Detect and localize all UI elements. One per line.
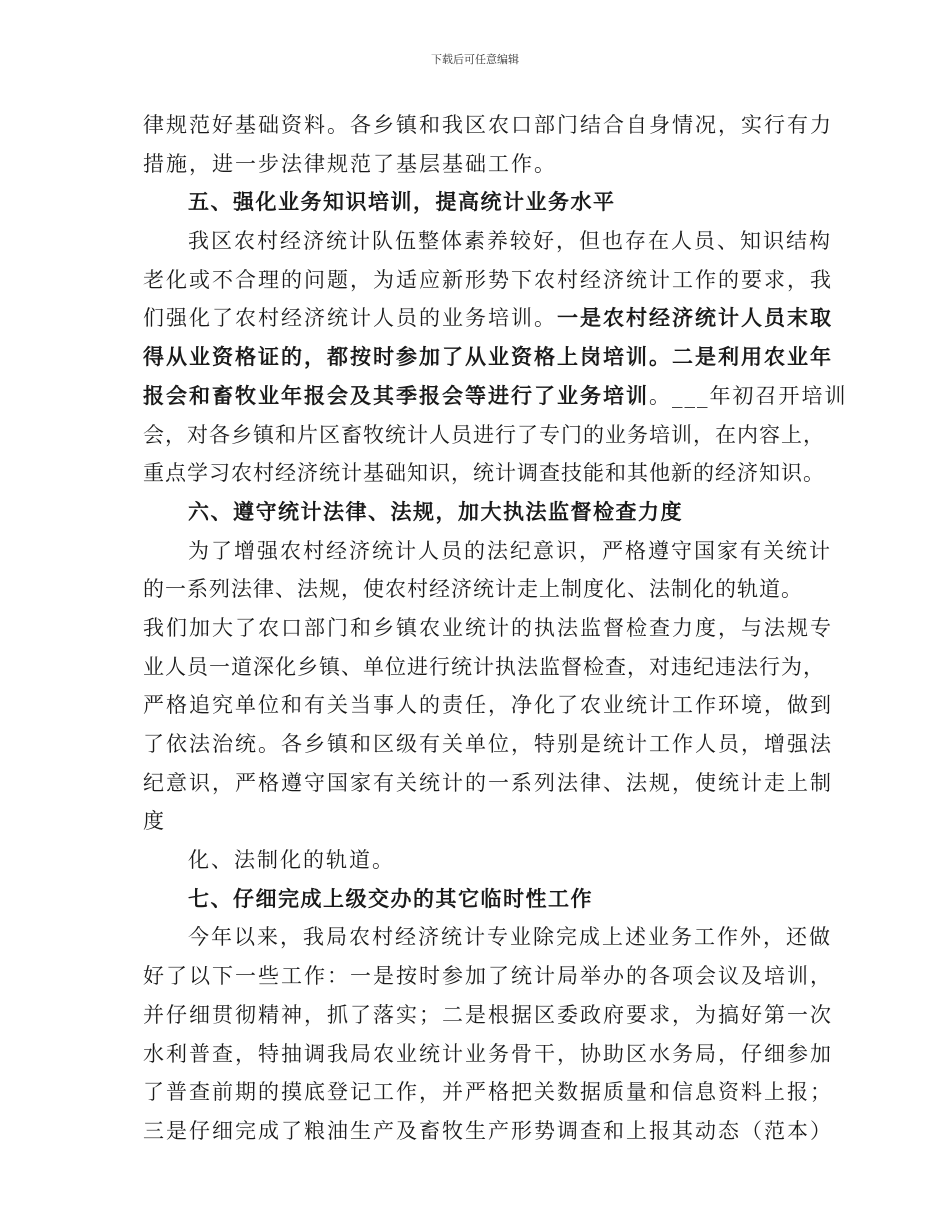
body-line: 的一系列法律、法规，使农村经济统计走上制度化、法制化的轨道。: [143, 577, 803, 602]
body-line: 严格追究单位和有关当事人的责任，净化了农业统计工作环境，做到: [143, 693, 833, 718]
body-line: 好了以下一些工作：一是按时参加了统计局举办的各项会议及培训，: [143, 964, 833, 989]
document-body: [143, 106, 848, 1151]
body-line: 度: [143, 809, 166, 834]
section-heading-6: 六、遵守统计法律、法规，加大执法监督检查力度: [188, 498, 683, 524]
body-line: 我们加大了农口部门和乡镇农业统计的执法监督检查力度，与法规专: [143, 615, 833, 640]
body-line: 律规范好基础资料。各乡镇和我区农口部门结合自身情况，实行有力: [143, 113, 833, 137]
body-line: 重点学习农村经济统计基础知识，统计调查技能和其他新的经济知识。: [143, 461, 825, 486]
body-line-mixed: [143, 299, 833, 338]
body-line: 今年以来，我局农村经济统计专业除完成上述业务工作外，还做: [188, 925, 832, 950]
body-line: 我区农村经济统计队伍整体素养较好，但也存在人员、知识结构: [188, 229, 832, 254]
section-heading-7: 七、仔细完成上级交办的其它临时性工作: [188, 885, 593, 911]
body-text: 们强化了农村经济统计人员的业务培训。: [143, 306, 557, 331]
body-line: 了普查前期的摸底登记工作，并严格把关数据质量和信息资料上报；: [143, 1080, 833, 1105]
body-line: 老化或不合理的问题，为适应新形势下农村经济统计工作的要求，我: [143, 267, 833, 292]
body-line: 水利普查，特抽调我局农业统计业务骨干，协助区水务局，仔细参加: [143, 1041, 833, 1066]
page-header-note: 下载后可任意编辑: [431, 53, 519, 66]
body-line-bold: 得从业资格证的，都按时参加了从业资格上岗培训。二是利用农业年: [143, 344, 833, 370]
body-line: 并仔细贯彻精神，抓了落实；二是根据区委政府要求，为搞好第一次: [143, 1002, 833, 1027]
body-line: 措施，进一步法律规范了基层基础工作。: [143, 151, 557, 176]
body-line-mixed: [143, 377, 848, 416]
body-text: 。___年初召开培训: [649, 383, 848, 408]
bold-text: 报会和畜牧业年报会及其季报会等进行了业务培训: [143, 382, 649, 408]
body-line: 为了增强农村经济统计人员的法纪意识，严格遵守国家有关统计: [188, 538, 832, 563]
body-line: 了依法治统。各乡镇和区级有关单位，特别是统计工作人员，增强法: [143, 732, 833, 756]
body-line: 纪意识，严格遵守国家有关统计的一系列法律、法规，使统计走上制: [143, 770, 833, 795]
section-heading-5: 五、强化业务知识培训，提高统计业务水平: [188, 189, 616, 215]
body-line: 三是仔细完成了粮油生产及畜牧生产形势调查和上报其动态（范本）: [143, 1118, 833, 1143]
body-line: 化、法制化的轨道。: [188, 848, 395, 873]
body-line: 业人员一道深化乡镇、单位进行统计执法监督检查，对违纪违法行为，: [143, 654, 825, 679]
body-line: 会，对各乡镇和片区畜牧统计人员进行了专门的业务培训，在内容上，: [143, 422, 825, 447]
bold-text: 一是农村经济统计人员末取: [557, 305, 833, 331]
